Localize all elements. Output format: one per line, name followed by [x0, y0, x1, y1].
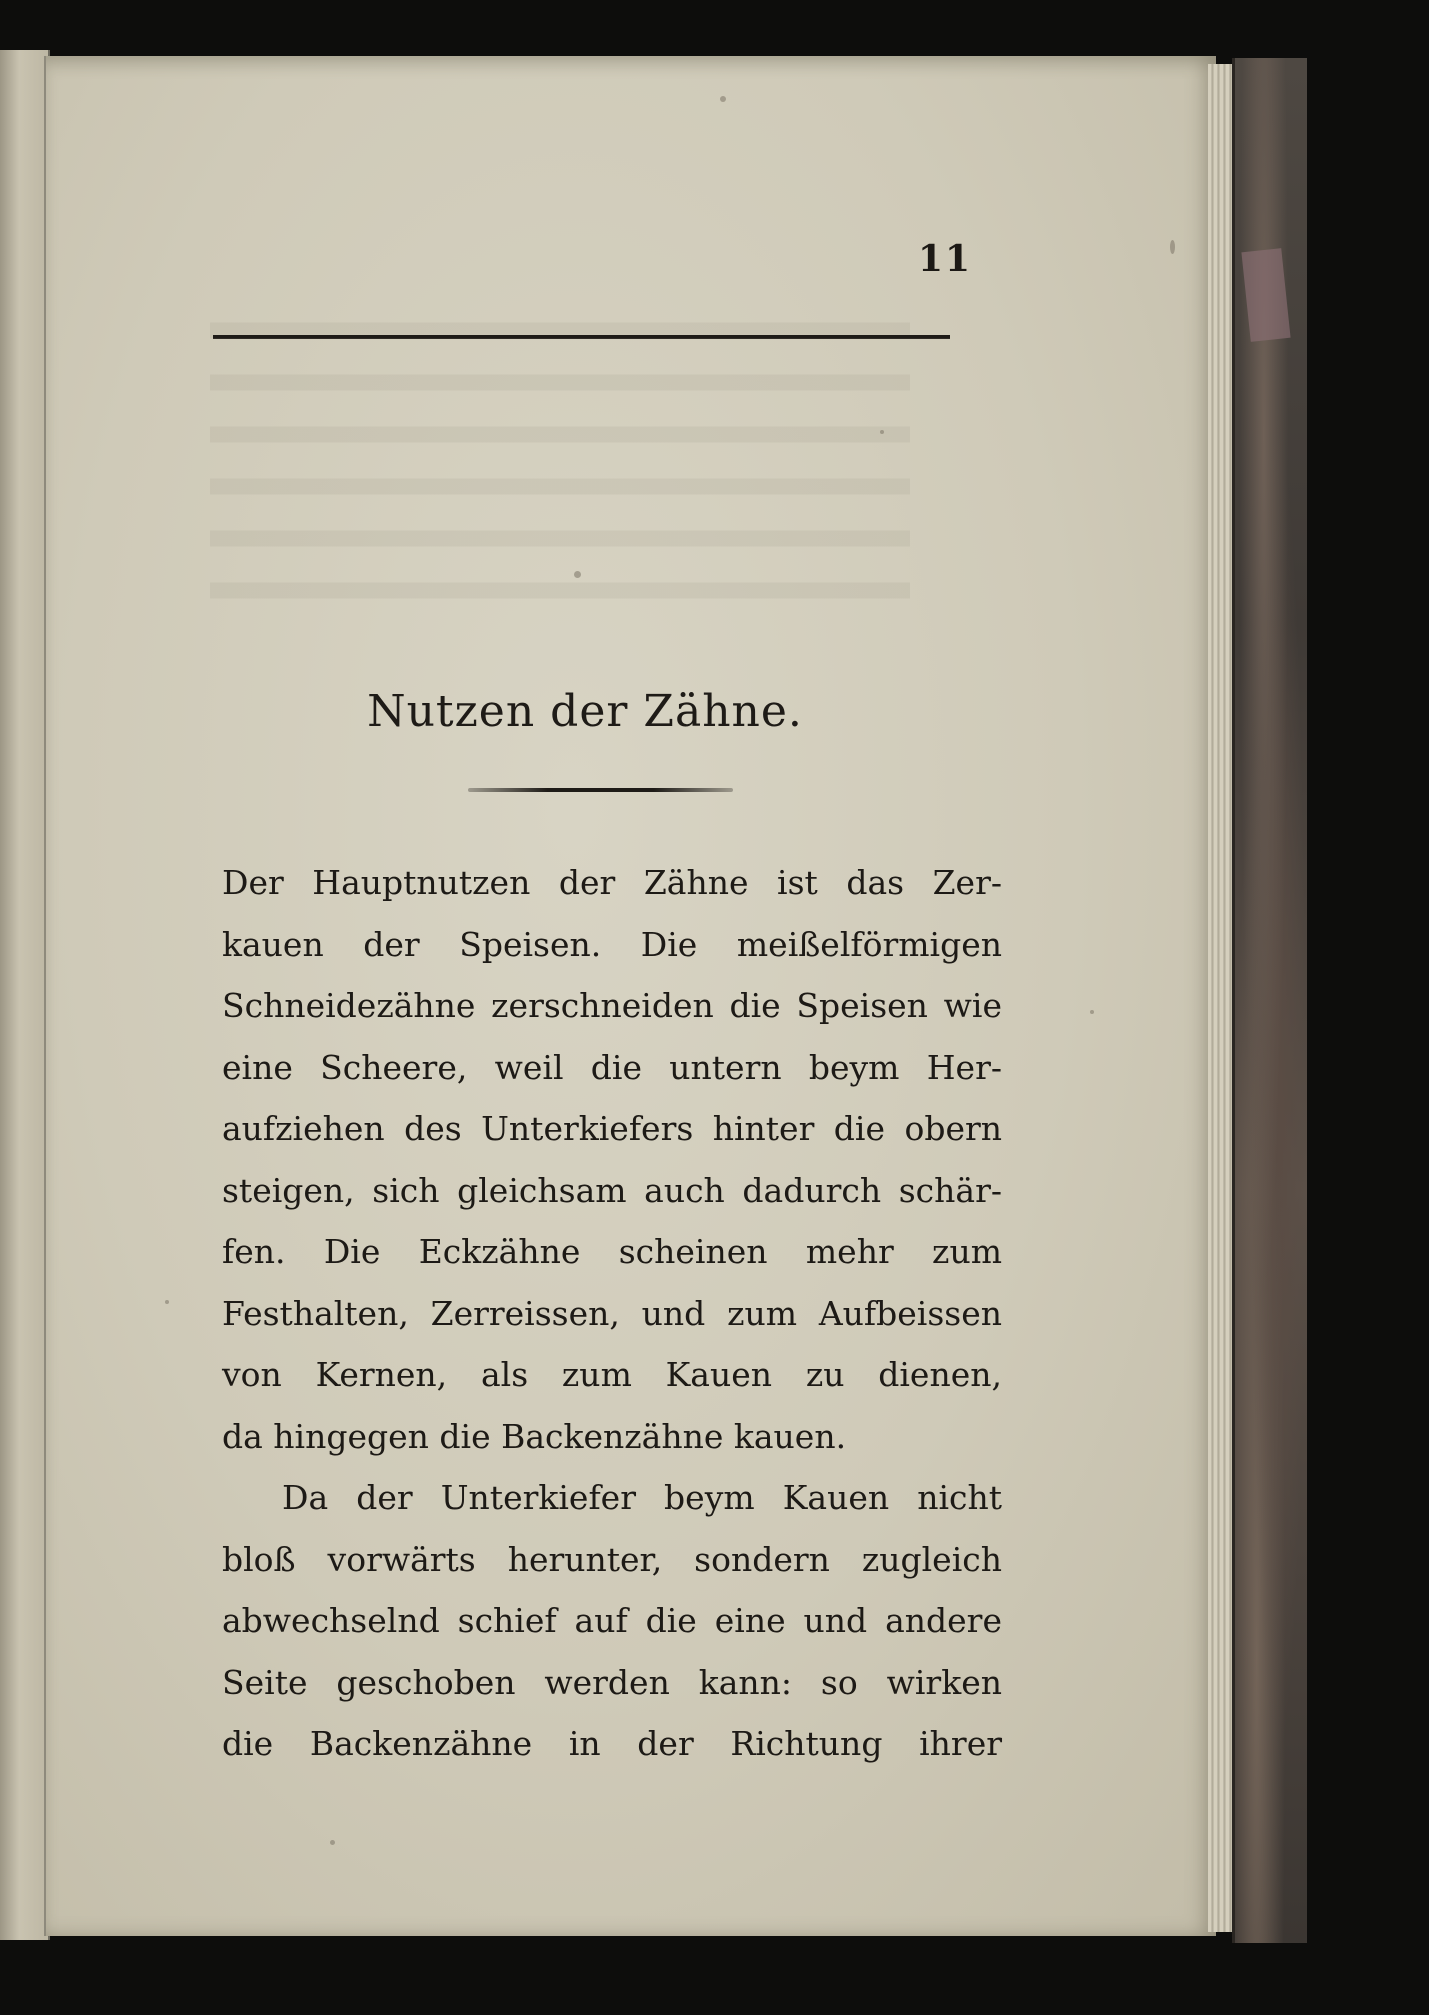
paper-speck: [1170, 240, 1175, 254]
text-line: Da der Unterkiefer beym Kauen nicht: [282, 1478, 1002, 1517]
text-line: bloß vorwärts herunter, sondern zugleich: [222, 1539, 1002, 1579]
text-line: Schneidezähne zerschneiden die Speisen wie: [222, 986, 1002, 1025]
text-line: eine Scheere, weil die untern beym Her-: [222, 1047, 1002, 1087]
paragraph-1: [222, 852, 1002, 1467]
text-line: die Backenzähne in der Richtung ihrer: [222, 1724, 1002, 1763]
paper-speck: [330, 1840, 335, 1845]
paper-speck: [880, 430, 884, 434]
paper-speck: [1090, 1010, 1094, 1014]
paragraph-2: [222, 1467, 1002, 1775]
text-line: Seite geschoben werden kann: so wirken: [222, 1662, 1002, 1702]
text-line: da hingegen die Backenzähne kauen.: [222, 1416, 847, 1456]
ink-bleed-through: [210, 300, 910, 600]
title-rule: [468, 788, 733, 792]
page-number: 11: [918, 238, 973, 280]
text-line: abwechselnd schief auf die eine und andere: [222, 1601, 1002, 1640]
text-line: von Kernen, als zum Kauen zu dienen,: [222, 1355, 1002, 1394]
text-line: fen. Die Eckzähne scheinen mehr zum: [222, 1232, 1002, 1271]
facing-page-edge: [0, 50, 50, 1940]
paper-speck: [574, 571, 581, 578]
text-line: steigen, sich gleichsam auch dadurch schär-: [222, 1170, 1002, 1210]
paper-speck: [165, 1300, 169, 1304]
chapter-title: Nutzen der Zähne.: [367, 686, 803, 737]
text-line: Der Hauptnutzen der Zähne ist das Zer-: [222, 863, 1002, 902]
text-line: kauen der Speisen. Die meißelförmigen: [222, 924, 1002, 964]
header-rule: [213, 335, 950, 339]
text-line: Festhalten, Zerreissen, und zum Aufbeissen: [222, 1293, 1002, 1333]
text-line: aufziehen des Unterkiefers hinter die obern: [222, 1109, 1002, 1148]
paper-speck: [720, 96, 726, 102]
marbled-cover: [1232, 58, 1307, 1943]
